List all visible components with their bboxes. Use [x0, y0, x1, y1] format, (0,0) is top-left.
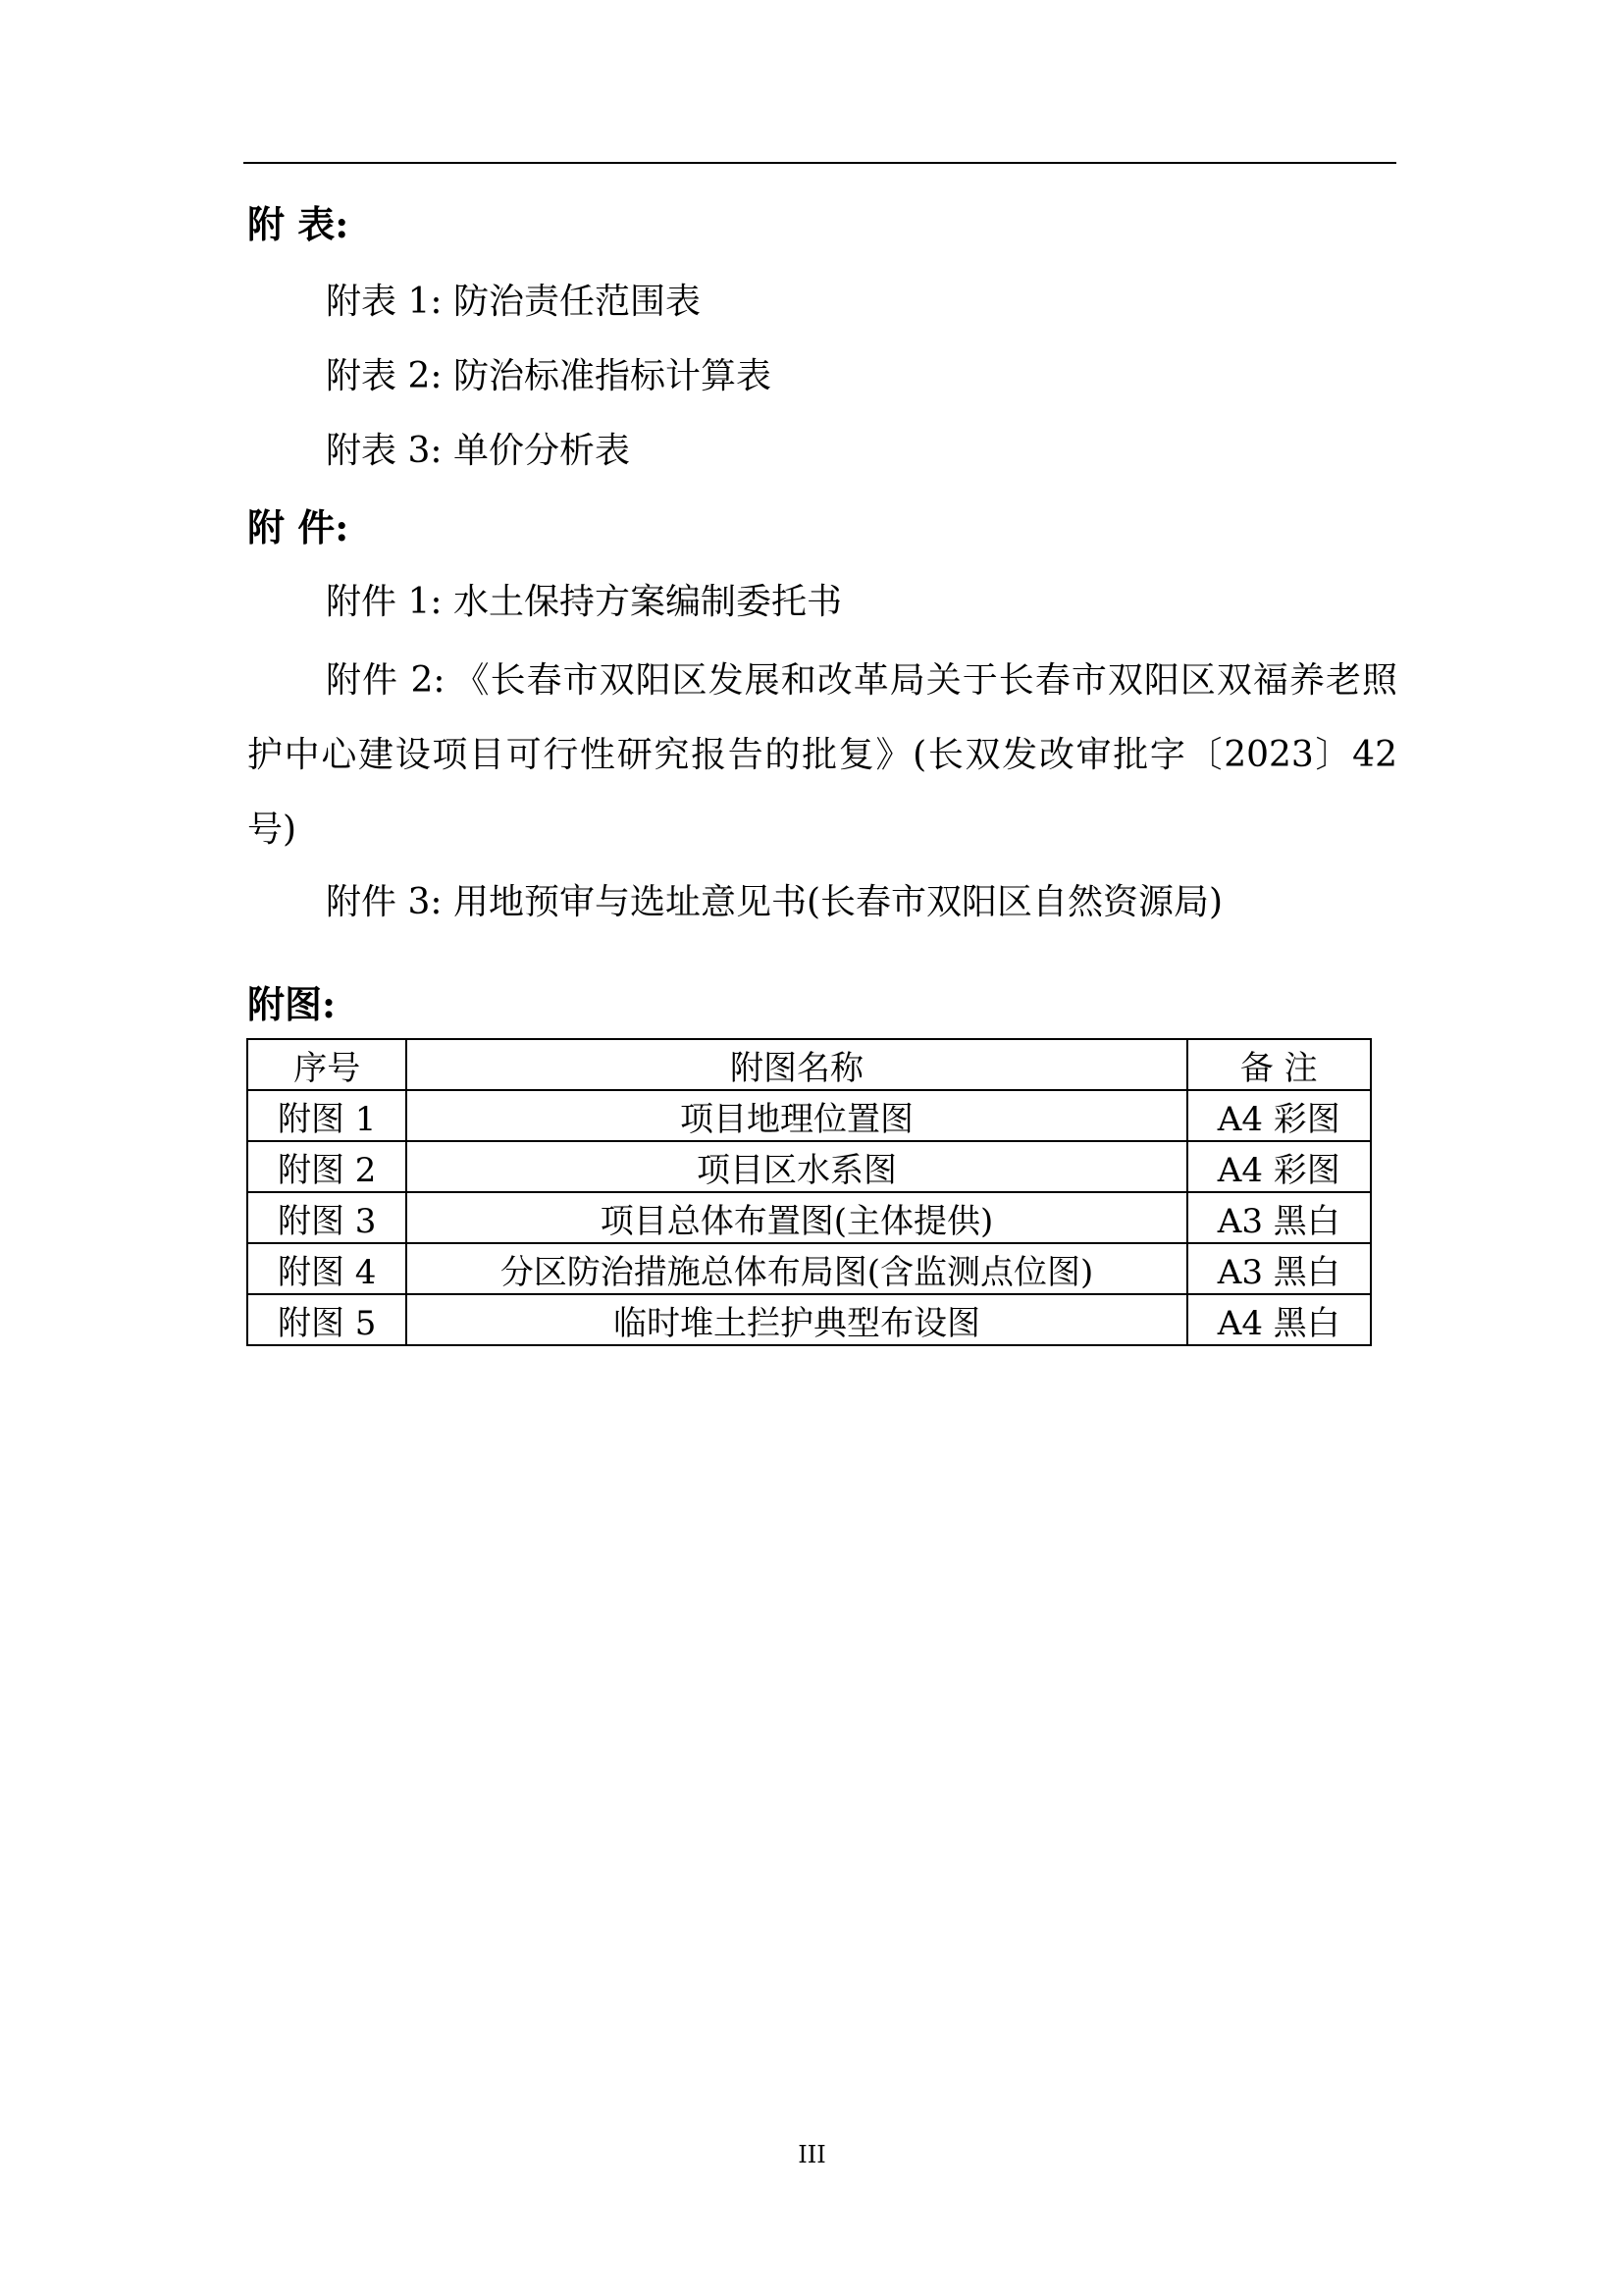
column-header: 附图名称: [406, 1039, 1186, 1090]
figure-name: 项目地理位置图: [406, 1090, 1186, 1141]
item-label: 附件 2:: [326, 660, 445, 701]
figure-name: 项目区水系图: [406, 1141, 1186, 1192]
item-text: 水土保持方案编制委托书: [452, 582, 842, 622]
column-header: 序号: [247, 1039, 406, 1090]
table-row: [247, 1294, 1371, 1345]
table-row: [247, 1090, 1371, 1141]
figure-number: 附图 2: [247, 1141, 406, 1192]
table-row: [247, 1192, 1371, 1243]
header-rule: [243, 162, 1396, 164]
attachments-heading: 附 件:: [247, 505, 349, 549]
attached-table-item: [326, 353, 771, 400]
figure-number: 附图 5: [247, 1294, 406, 1345]
attachment-item: [326, 879, 1223, 926]
attached-table-item: [326, 279, 701, 326]
table-row: [247, 1243, 1371, 1294]
item-label: 附表 2:: [326, 356, 443, 396]
item-text: 单价分析表: [452, 431, 630, 471]
item-text: 防治标准指标计算表: [452, 356, 771, 396]
item-label: 附表 1:: [326, 282, 443, 322]
item-text: 《长春市双阳区发展和改革局关于长春市双阳区双福养老照护中心建设项目可行性研究报告的批复》(长双发改审批字〔2023〕42 号): [247, 660, 1397, 850]
attachment-item: [326, 579, 842, 626]
figure-number: 附图 1: [247, 1090, 406, 1141]
figures-heading: 附图:: [247, 982, 337, 1026]
item-label: 附表 3:: [326, 431, 443, 471]
figure-number: 附图 4: [247, 1243, 406, 1294]
figure-number: 附图 3: [247, 1192, 406, 1243]
item-label: 附件 1:: [326, 582, 443, 622]
figure-name: 临时堆土拦护典型布设图: [406, 1294, 1186, 1345]
figure-name: 分区防治措施总体布局图(含监测点位图): [406, 1243, 1186, 1294]
figure-note: A4 黑白: [1187, 1294, 1371, 1345]
table-row: [247, 1141, 1371, 1192]
attached-table-item: [326, 428, 630, 475]
item-text: 防治责任范围表: [452, 282, 701, 322]
attached-tables-heading: 附 表:: [247, 202, 349, 246]
figure-note: A3 黑白: [1187, 1243, 1371, 1294]
item-label: 附件 3:: [326, 882, 443, 922]
figure-note: A4 彩图: [1187, 1141, 1371, 1192]
attachment-item: [247, 644, 1397, 867]
column-header: 备 注: [1187, 1039, 1371, 1090]
item-text: 用地预审与选址意见书(长春市双阳区自然资源局): [452, 882, 1224, 922]
figures-table: [246, 1038, 1372, 1346]
figure-note: A3 黑白: [1187, 1192, 1371, 1243]
table-header-row: [247, 1039, 1371, 1090]
figure-name: 项目总体布置图(主体提供): [406, 1192, 1186, 1243]
figure-note: A4 彩图: [1187, 1090, 1371, 1141]
page-number: III: [798, 2141, 826, 2168]
